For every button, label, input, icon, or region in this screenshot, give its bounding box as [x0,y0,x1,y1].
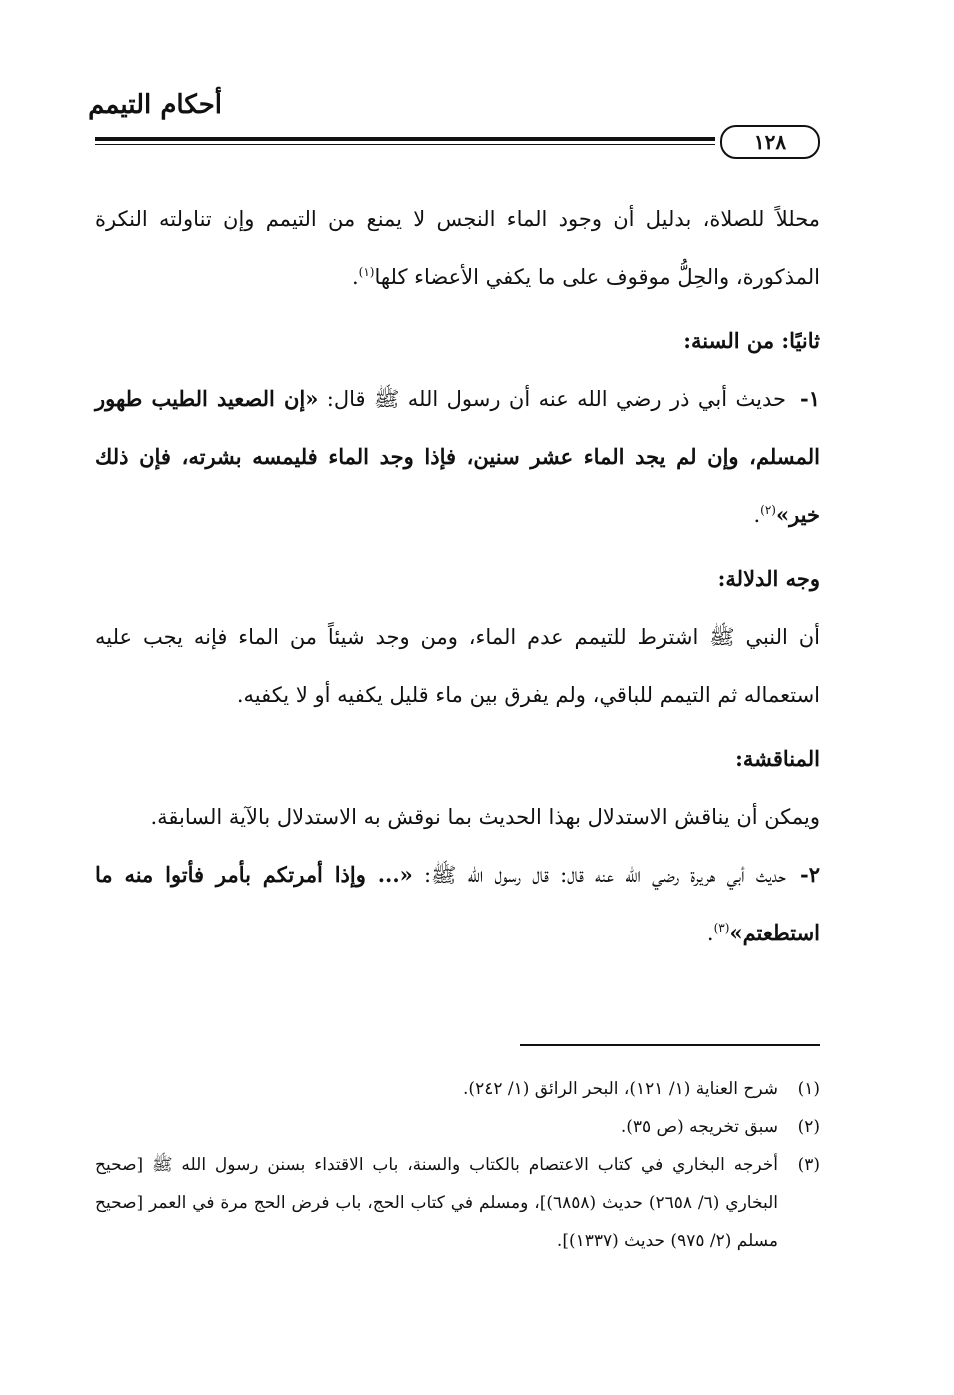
item-number: ١- [799,386,820,411]
item-number: ٢- [800,862,820,887]
footnote-ref: (١) [358,265,375,279]
header-rule-thin [95,144,715,145]
discussion-paragraph: ويمكن أن يناقش الاستدلال بهذا الحديث بما نوقش به الاستدلال بالآية السابقة. [150,805,820,829]
paragraph-text: محللاً للصلاة، بدليل أن وجود الماء النجس لا يمنع من التيمم وإن تناولته النكرة المذكورة، والحِلُّ موقوف على ما يكفي الأعضاء كلها [95,207,820,289]
header-rule-thick [95,137,715,141]
footnote-number: (٢) [797,1117,820,1137]
page-number-badge: ١٢٨ [720,125,820,159]
running-title: أحكام التيمم [88,90,222,120]
discussion-heading: المناقشة: [735,746,820,771]
footnote [95,1146,820,1260]
hadith-intro: حديث أبي هريرة رضي الله عنه قال: قال رسول الله ﷺ: [423,863,786,887]
footnote-ref: (٢) [760,503,776,517]
footnote [95,1108,820,1146]
section-heading: ثانيًا: من السنة: [683,328,820,353]
book-page [88,80,820,1340]
hadith-item-2: ٢-حديث أبي هريرة رضي الله عنه قال: قال رسول الله ﷺ: «... وإذا أمرتكم بأمر فأتوا منه ما استطعتم»$^{(٣)}$. [95,862,820,945]
evidence-paragraph: أن النبي ﷺ اشترط للتيمم عدم الماء، ومن وجد شيئاً من الماء فإنه يجب عليه استعماله ثم التيمم للباقي، ولم يفرق بين ماء قليل يكفيه أو لا يكفيه. [95,625,820,707]
hadith-quote: «... وإذا أمرتكم بأمر فأتوا منه ما استطعتم» [95,862,820,945]
evidence-heading: وجه الدلالة: [717,566,820,591]
footnote-text: سبق تخريجه (ص ٣٥). [620,1117,778,1137]
footnote [95,1070,820,1108]
footnotes [95,1070,820,1260]
hadith-quote: «إن الصعيد الطيب طهور المسلم، وإن لم يجد الماء عشر سنين، فإذا وجد الماء فليمسه بشرته، فإن ذلك خير» [95,386,820,527]
hadith-intro: حديث أبي ذر رضي الله عنه أن رسول الله ﷺ قال: [326,387,786,411]
hadith-item-1: ١-حديث أبي ذر رضي الله عنه أن رسول الله ﷺ قال: «إن الصعيد الطيب طهور المسلم، وإن لم يجد الماء عشر سنين، فإذا وجد الماء فليمسه بشرته، فإن ذلك خير»$^{(٢)}$. [95,386,820,527]
footnote-separator [520,1044,820,1046]
main-text [95,190,820,962]
footnote-number: (١) [797,1079,820,1099]
paragraph-continuation: محللاً للصلاة، بدليل أن وجود الماء النجس لا يمنع من التيمم وإن تناولته النكرة المذكورة، والحِلُّ موقوف على ما يكفي الأعضاء كلها$^{(١)}$. [95,207,820,289]
footnote-text: شرح العناية (١/ ١٢١)، البحر الرائق (١/ ٢٤٢). [463,1079,778,1099]
footnote-number: (٣) [797,1155,820,1175]
footnote-text: أخرجه البخاري في كتاب الاعتصام بالكتاب والسنة، باب الاقتداء بسنن رسول الله ﷺ [صحيح البخاري (٦/ ٢٦٥٨) حديث (٦٨٥٨)]، ومسلم في كتاب الحج، باب فرض الحج مرة في العمر [صحيح مسلم (٢/ ٩٧٥) حديث (١٣٣٧)]. [95,1155,778,1251]
footnote-ref: (٣) [713,921,730,935]
page-header [88,80,820,160]
